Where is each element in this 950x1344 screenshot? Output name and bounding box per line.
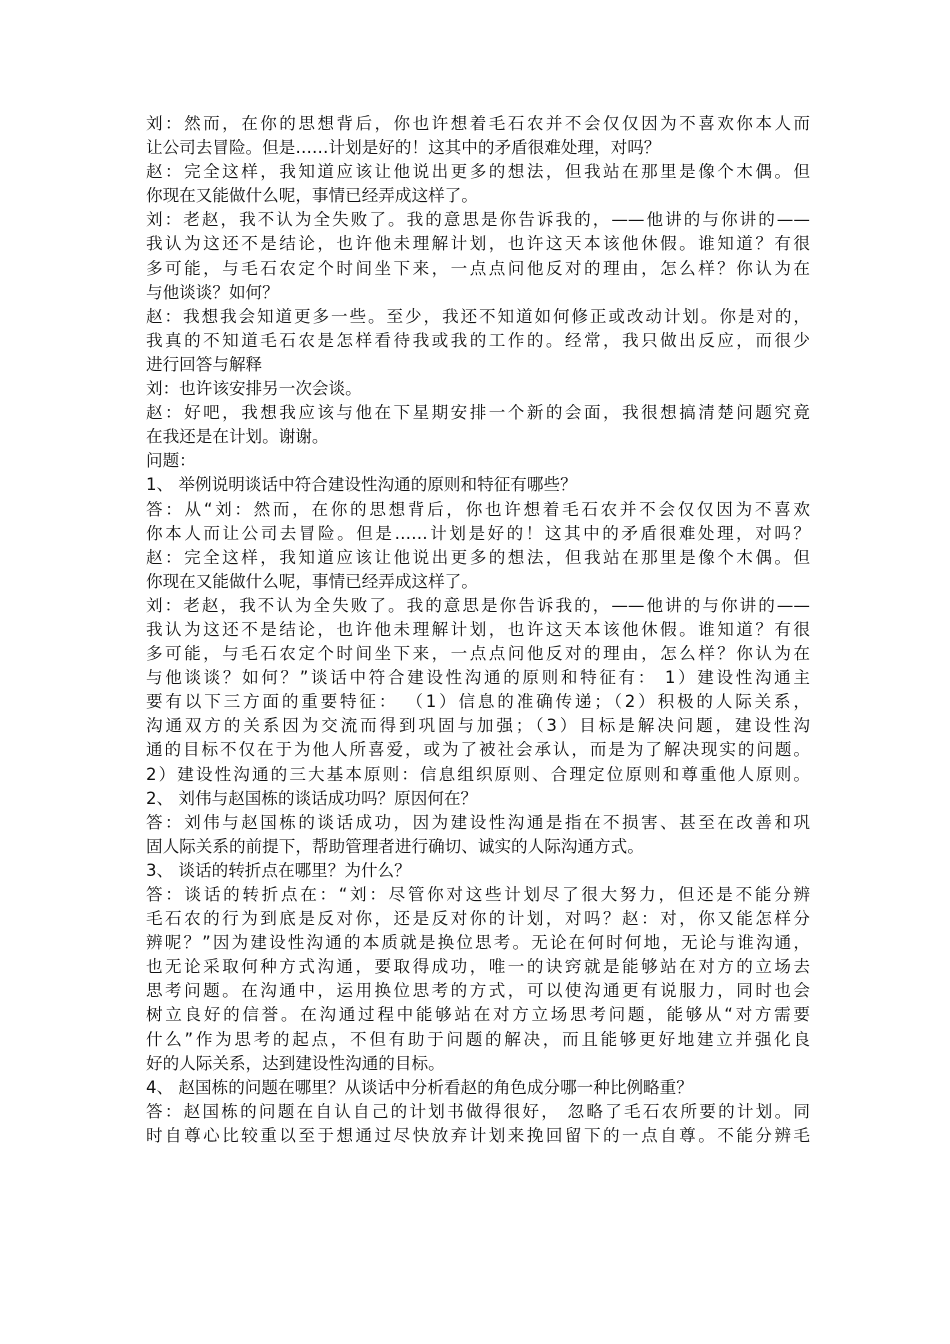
text-line: 3、 谈话的转折点在哪里？为什么？ (146, 860, 411, 880)
text-line: 赵：完全这样，我知道应该让他说出更多的想法，但我站在那里是像个木偶。但 (146, 547, 810, 567)
text-line: 树立良好的信誉。在沟通过程中能够站在对方立场思考问题，能够从“对方需要 (146, 1005, 810, 1025)
text-line: 思考问题。在沟通中，运用换位思考的方式，可以使沟通更有说服力，同时也会 (146, 981, 810, 1001)
text-line: 刘：老赵，我不认为全失败了。我的意思是你告诉我的，——他讲的与你讲的—— (146, 595, 810, 615)
text-line: 多可能，与毛石农定个时间坐下来，一点点问他反对的理由，怎么样？你认为在 (146, 258, 810, 278)
text-line: 答：赵国栋的问题在自认自己的计划书做得很好， 忽略了毛石农所要的计划。同 (146, 1101, 810, 1121)
text-line: 问题： (146, 451, 196, 471)
text-line: 时自尊心比较重以至于想通过尽快放弃计划来挽回留下的一点自尊。不能分辨毛 (146, 1125, 810, 1145)
text-line: 赵：我想我会知道更多一些。至少，我还不知道如何修正或改动计划。你是对的， (146, 306, 810, 326)
text-line: 赵：好吧，我想我应该与他在下星期安排一个新的会面，我很想搞清楚问题究竟 (146, 403, 810, 423)
text-line: 1、 举例说明谈话中符合建设性沟通的原则和特征有哪些？ (146, 475, 577, 495)
text-line: 多可能，与毛石农定个时间坐下来，一点点问他反对的理由，怎么样？你认为在 (146, 644, 810, 664)
text-line: 通的目标不仅在于为他人所喜爱，或为了被社会承认，而是为了解决现实的问题。 (146, 740, 810, 760)
text-line: 也无论采取何种方式沟通，要取得成功，唯一的诀窍就是能够站在对方的立场去 (146, 957, 810, 977)
text-line: 刘：然而，在你的思想背后，你也许想着毛石农并不会仅仅因为不喜欢你本人而 (146, 114, 810, 133)
text-line: 要有以下三方面的重要特征： （1）信息的准确传递；（2）积极的人际关系， (146, 692, 810, 712)
text-line: 刘：也许该安排另一次会谈。 (146, 379, 362, 399)
text-line: 你本人而让公司去冒险。但是……计划是好的！这其中的矛盾很难处理，对吗？ (146, 523, 810, 543)
text-line: 4、 赵国栋的问题在哪里？从谈话中分析看赵的角色成分哪一种比例略重？ (146, 1077, 693, 1097)
text-line: 与他谈谈？如何？ (146, 282, 279, 302)
text-line: 什么”作为思考的起点，不但有助于问题的解决，而且能够更好地建立并强化良 (146, 1029, 810, 1049)
text-line: 2、 刘伟与赵国栋的谈话成功吗？原因何在？ (146, 788, 478, 808)
text-line: 在我还是在计划。谢谢。 (146, 427, 329, 447)
text-line: 赵：完全这样，我知道应该让他说出更多的想法，但我站在那里是像个木偶。但 (146, 162, 810, 182)
text-line: 答：刘伟与赵国栋的谈话成功，因为建设性沟通是指在不损害、甚至在改善和巩 (146, 812, 810, 832)
text-line: 你现在又能做什么呢，事情已经弄成这样了。 (146, 571, 478, 591)
text-line: 让公司去冒险。但是……计划是好的！这其中的矛盾很难处理，对吗？ (146, 138, 661, 158)
text-line: 你现在又能做什么呢，事情已经弄成这样了。 (146, 186, 478, 206)
text-line: 好的人际关系，达到建设性沟通的目标。 (146, 1053, 445, 1073)
text-line: 进行回答与解释 (146, 354, 263, 374)
text-line: 答：谈话的转折点在：“刘：尽管你对这些计划尽了很大努力，但还是不能分辨 (146, 885, 810, 904)
text-line: 我真的不知道毛石农是怎样看待我或我的工作的。经常，我只做出反应，而很少 (146, 330, 810, 350)
text-line: 刘：老赵，我不认为全失败了。我的意思是你告诉我的，——他讲的与你讲的—— (146, 210, 810, 230)
text-line: 辨呢？”因为建设性沟通的本质就是换位思考。无论在何时何地，无论与谁沟通， (146, 933, 810, 953)
document-body (146, 112, 810, 1148)
text-line: 与他谈谈？如何？”谈话中符合建设性沟通的原则和特征有： 1）建设性沟通主 (146, 668, 810, 688)
text-line: 沟通双方的关系因为交流而得到巩固与加强；（3）目标是解决问题，建设性沟 (146, 716, 810, 736)
text-line: 答：从“刘：然而，在你的思想背后，你也许想着毛石农并不会仅仅因为不喜欢 (146, 499, 810, 519)
text-line: 固人际关系的前提下，帮助管理者进行确切、诚实的人际沟通方式。 (146, 836, 644, 856)
text-line: 我认为这还不是结论，也许他未理解计划，也许这天本该他休假。谁知道？有很 (146, 234, 810, 254)
text-line: 我认为这还不是结论，也许他未理解计划，也许这天本该他休假。谁知道？有很 (146, 619, 810, 639)
text-line: 毛石农的行为到底是反对你，还是反对你的计划，对吗？赵：对，你又能怎样分 (146, 909, 810, 929)
text-line: 2）建设性沟通的三大基本原则：信息组织原则、合理定位原则和尊重他人原则。 (146, 764, 810, 784)
